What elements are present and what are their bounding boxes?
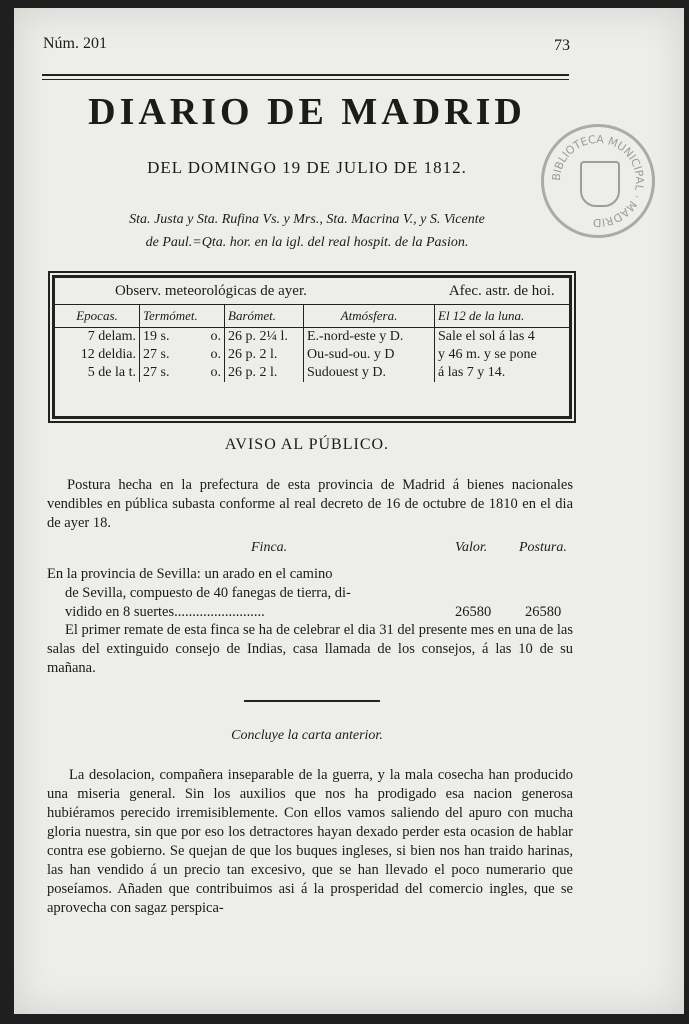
- aviso-heading: AVISO AL PÚBLICO.: [224, 436, 390, 453]
- header-rule-bottom: [42, 79, 569, 80]
- col-atmosfera: Atmósfera.: [304, 305, 435, 328]
- finca-line-2: de Sevilla, compuesto de 40 fanegas de tierra, di-: [65, 585, 351, 601]
- col-postura: Postura.: [519, 540, 567, 555]
- issue-number: Núm. 201: [43, 35, 107, 52]
- saints-line-1: Sta. Justa y Sta. Rufina Vs. y Mrs., Sta. Macrina V., y S. Vicente: [129, 212, 485, 227]
- finca-line-3: vidido en 8 suertes......................... 26580 26580: [65, 604, 562, 620]
- finca-line-1: En la provincia de Sevilla: un arado en el camino: [47, 566, 333, 582]
- col-valor: Valor.: [455, 540, 488, 555]
- weather-table: [52, 275, 572, 419]
- carta-heading: Concluye la carta anterior.: [231, 728, 383, 743]
- saints-of-day: [42, 208, 572, 254]
- col-finca: Finca.: [251, 540, 288, 555]
- library-stamp: [541, 124, 655, 238]
- astro-heading: Afec. astr. de hoi.: [448, 282, 555, 299]
- weather-heading: Observ. meteorológicas de ayer.: [115, 282, 307, 299]
- col-luna: El 12 de la luna.: [435, 305, 570, 328]
- header-rule-top: [42, 74, 569, 76]
- col-termometro: Termómet.: [140, 305, 225, 328]
- col-barometro: Barómet.: [225, 305, 304, 328]
- weather-row: 12 deldia. 27 s. o. 26 p. 2 l. Ou-sud-ou. y D y 46 m. y se pone: [55, 346, 569, 364]
- remate-notice: El primer remate de esta finca se ha de celebrar el dia 31 del presente mes en una de las salas del extinguido consejo de Indias, casa llamada de los consejos, á las 10 de su mañana.: [47, 622, 573, 676]
- col-epocas: Epocas.: [55, 305, 140, 328]
- weather-row: 7 delam. 19 s. o. 26 p. 2¼ l. E.-nord-este y D. Sale el sol á las 4: [55, 328, 569, 347]
- aviso-intro: Postura hecha en la prefectura de esta provincia de Madrid á bienes nacionales vendibles en pública subasta conforme al real decreto de 16 de octubre de 1810 en el dia de ayer 18.: [47, 477, 573, 531]
- dateline: DEL DOMINGO 19 DE JULIO DE 1812.: [147, 158, 467, 177]
- newspaper-page: [14, 8, 684, 1014]
- carta-body: La desolacion, compañera inseparable de la guerra, y la mala cosecha han producido una miseria general. Sin los auxilios que nos ha prodigado esa nacion generosa hubiéramos perecido irremisiblemente. Con ellos vamos saliendo del apuro con mucha gloria nuestra, sin que por eso los detractores hayan dexado perder esta ocasion de hablar contra ese gobierno. Se quejan de que los buques ingleses, si bien nos han traido harinas, las han vendido á un precio tan excesivo, que se han llevado el poco numerario que poseíamos. Añaden que contribuimos asi á la prosperidad del comercio ingles, que se aprovecha con sagaz perspica-: [47, 767, 573, 916]
- finca-postura: 26580: [525, 604, 562, 620]
- masthead-title: DIARIO DE MADRID: [88, 91, 526, 133]
- finca-entry: [47, 565, 573, 622]
- finca-valor: 26580: [455, 604, 492, 620]
- crest-icon: [580, 161, 620, 207]
- page-number: 73: [554, 37, 570, 54]
- weather-row: 5 de la t. 27 s. o. 26 p. 2 l. Sudouest y D. á las 7 y 14.: [55, 364, 569, 382]
- saints-line-2: de Paul.=Qta. hor. en la igl. del real hospit. de la Pasion.: [145, 235, 469, 250]
- section-divider: [244, 700, 380, 702]
- stamp-text: BIBLIOTECA MUNICIPAL · MADRID: [549, 132, 647, 230]
